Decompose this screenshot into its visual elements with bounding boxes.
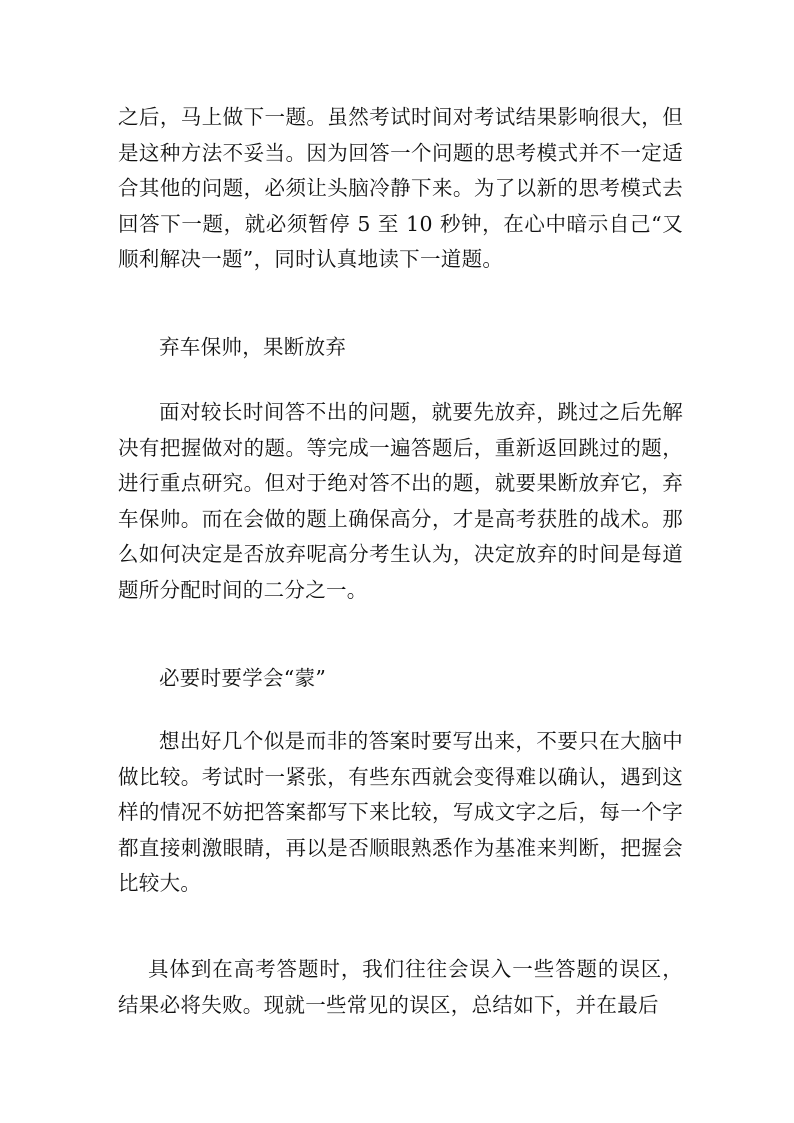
paragraph-misconceptions: 具体到在高考答题时，我们往往会误入一些答题的误区，结果必将失败。现就一些常见的误区，总结如下，并在最后 [118,957,683,1017]
section-heading-guess: 必要时要学会“蒙” [159,666,327,690]
paragraph-continuation: 之后，马上做下一题。虽然考试时间对考试结果影响很大，但是这种方法不妥当。因为回答一个问题的思考模式并不一定适合其他的问题，必须让头脑冷静下来。为了以新的思考模式去回答下一题，就必须暂停 5 至 10 秒钟，在心中暗示自己“又顺利解决一题”，同时认真地读下一道题。 [118,105,683,271]
section-heading-give-up: 弃车保帅，果断放弃 [159,335,347,359]
paragraph-guess: 想出好几个似是而非的答案时要写出来，不要只在大脑中做比较。考试时一紧张，有些东西就会变得难以确认，遇到这样的情况不妨把答案都写下来比较，写成文字之后，每一个字都直接刺激眼睛，再以是否顺眼熟悉作为基准来判断，把握会比较大。 [118,729,683,895]
paragraph-give-up: 面对较长时间答不出的问题，就要先放弃，跳过之后先解决有把握做对的题。等完成一遍答题后，重新返回跳过的题，进行重点研究。但对于绝对答不出的题，就要果断放弃它，弃车保帅。而在会做的题上确保高分，才是高考获胜的战术。那么如何决定是否放弃呢高分考生认为，决定放弃的时间是每道题所分配时间的二分之一。 [118,400,683,602]
